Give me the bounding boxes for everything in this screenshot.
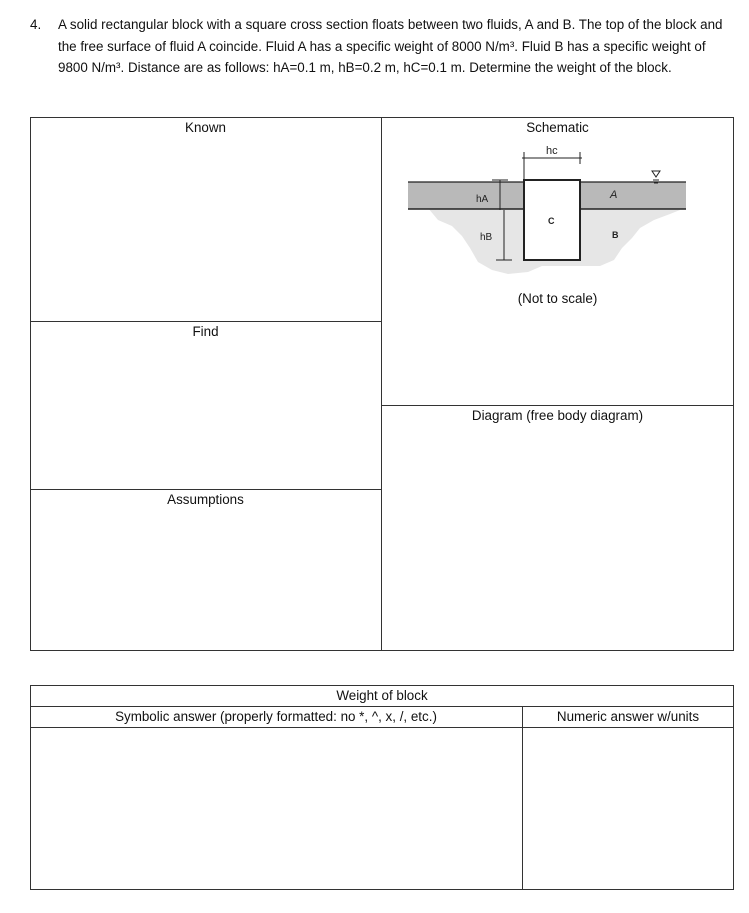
worksheet-center-divider [381,117,382,651]
fluid-b-label: B [612,230,619,240]
schematic-label: Schematic [526,120,589,135]
assumptions-label: Assumptions [167,492,244,507]
problem-number: 4. [30,17,42,32]
problem-text: A solid rectangular block with a square cross section floats between two fluids, A and B. The top of the block and the free surface of fluid A coincide. Fluid A has a specific weight of 8000 N/m³. Fluid B has a specific weight of 9800 N/m³. Distance are as follows: hA=0.1 m, hB=0.2 m, hC=0.1 m. Determine the weight of the block. [58,17,723,75]
symbolic-answer-header: Symbolic answer (properly formatted: no *, ^, x, /, etc.) [115,709,437,724]
find-label: Find [192,324,219,339]
schematic-diagram-divider [381,405,734,406]
known-find-divider [30,321,381,322]
answer-table-title: Weight of block [336,688,428,703]
answer-title-divider [30,706,734,707]
schematic-figure [400,140,700,280]
hb-label: hB [480,232,493,243]
numeric-answer-header: Numeric answer w/units [556,709,700,724]
block-c-label: C [548,216,555,226]
numeric-answer-cell[interactable] [523,728,733,889]
known-label: Known [185,120,226,135]
free-surface-symbol [652,171,660,177]
ha-label: hA [476,194,489,205]
fluid-a-label: A [610,189,618,201]
symbolic-answer-cell[interactable] [31,728,521,889]
hc-label: hc [546,145,558,157]
find-assumptions-divider [30,489,381,490]
not-to-scale-label: (Not to scale) [517,291,598,306]
diagram-label: Diagram (free body diagram) [471,408,644,423]
